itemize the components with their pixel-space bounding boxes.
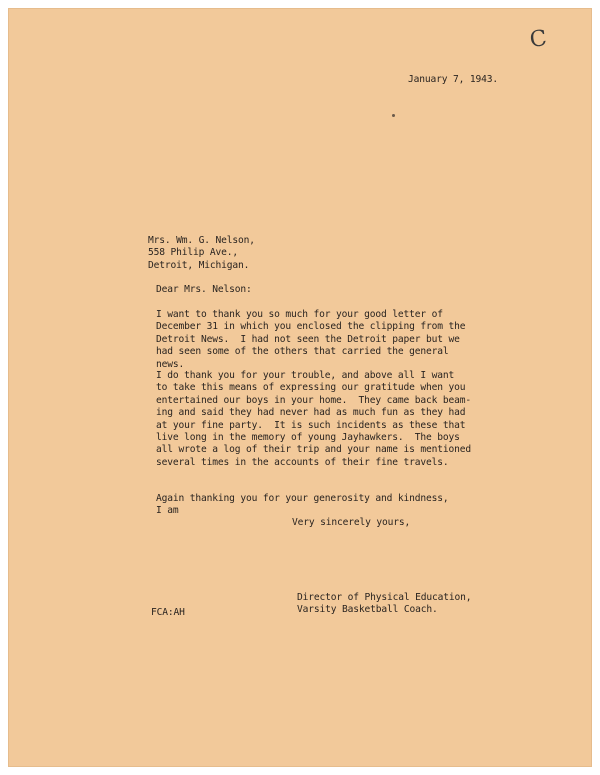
- signature-line: Varsity Basketball Coach.: [297, 604, 438, 616]
- paragraph-line: Detroit News. I had not seen the Detroit paper but we: [156, 333, 460, 345]
- signature-block: [297, 592, 471, 617]
- paragraph-line: I do thank you for your trouble, and above all I want: [156, 370, 455, 381]
- typist-initials: FCA:AH: [151, 607, 185, 618]
- corner-handwritten-mark: C: [528, 25, 549, 54]
- paragraph-line: December 31 in which you enclosed the clipping from the: [156, 321, 466, 333]
- paragraph-3: [156, 493, 449, 518]
- paragraph-line: several times in the accounts of their fine travels.: [156, 456, 449, 468]
- paragraph-line: I am: [156, 505, 179, 517]
- paper-speck: [392, 114, 395, 117]
- closing: Very sincerely yours,: [292, 517, 411, 528]
- paragraph-line: I want to thank you so much for your good letter of: [156, 309, 443, 320]
- paragraph-line: Again thanking you for your generosity and kindness,: [156, 493, 449, 504]
- paragraph-2: [156, 370, 471, 469]
- paragraph-1: [156, 309, 465, 371]
- recipient-address: [148, 235, 255, 272]
- paragraph-line: news.: [156, 358, 185, 370]
- letter-page: [8, 8, 592, 767]
- letter-date: January 7, 1943.: [408, 74, 499, 85]
- paragraph-line: entertained our boys in your home. They came back beam-: [156, 394, 472, 406]
- paragraph-line: had seen some of the others that carried the general: [156, 346, 449, 358]
- paragraph-line: ing and said they had never had as much fun as they had: [156, 407, 466, 419]
- address-line: Mrs. Wm. G. Nelson,: [148, 235, 255, 246]
- paragraph-line: at your fine party. It is such incidents as these that: [156, 419, 466, 431]
- salutation: Dear Mrs. Nelson:: [156, 284, 252, 295]
- paragraph-line: live long in the memory of young Jayhawkers. The boys: [156, 432, 460, 444]
- paragraph-line: all wrote a log of their trip and your name is mentioned: [156, 444, 472, 456]
- signature-line: Director of Physical Education,: [297, 592, 472, 603]
- address-line: 558 Philip Ave.,: [148, 247, 239, 259]
- paragraph-line: to take this means of expressing our gratitude when you: [156, 382, 466, 394]
- address-line: Detroit, Michigan.: [148, 259, 250, 271]
